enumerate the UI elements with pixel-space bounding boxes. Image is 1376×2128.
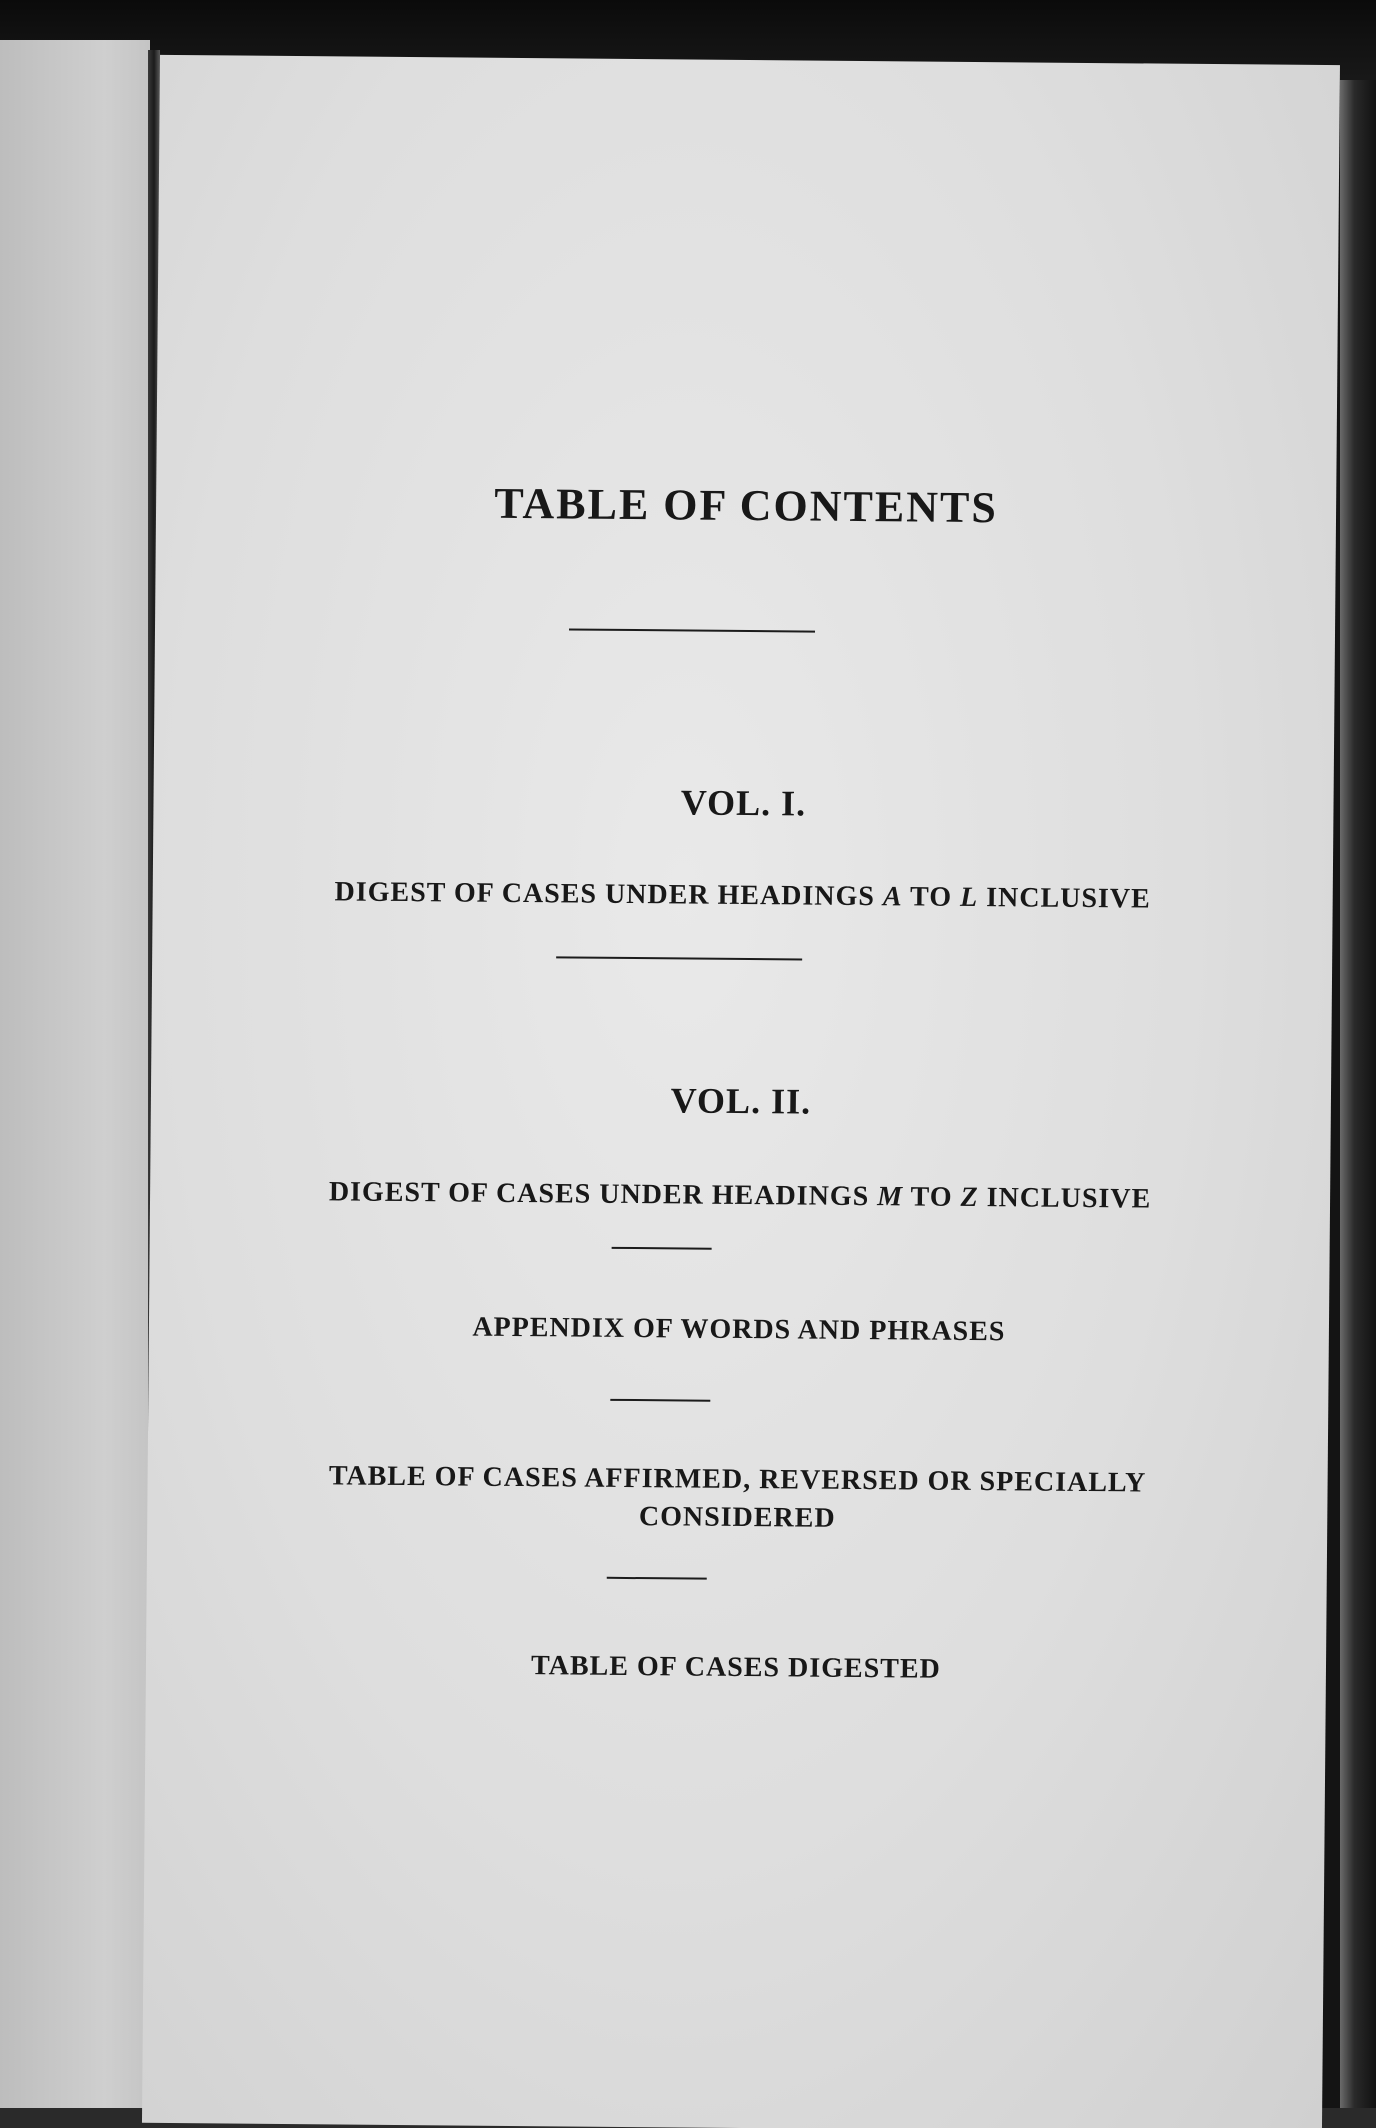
volume-1-description (153, 873, 1333, 919)
divider-rule (607, 1577, 707, 1580)
volume-1-desc-suffix: INCLUSIVE (986, 882, 1151, 915)
book-page (142, 55, 1340, 2128)
volume-2-range-start: M (877, 1181, 904, 1213)
volume-1-desc-prefix: DIGEST OF CASES UNDER HEADINGS (334, 876, 876, 913)
table-affirmed-entry-line2: CONSIDERED (638, 1501, 836, 1534)
table-affirmed-entry-line1: TABLE OF CASES AFFIRMED, REVERSED OR SPECIALLY (328, 1460, 1147, 1499)
facing-page-edge (0, 40, 150, 2128)
appendix-entry: APPENDIX OF WORDS AND PHRASES (472, 1311, 1006, 1348)
page-title: TABLE OF CONTENTS (494, 478, 999, 533)
divider-rule (610, 1399, 710, 1402)
table-digested-entry: TABLE OF CASES DIGESTED (531, 1650, 941, 1685)
divider-rule (556, 956, 802, 960)
volume-2-desc-prefix: DIGEST OF CASES UNDER HEADINGS (328, 1176, 870, 1213)
volume-2-range-end: Z (960, 1181, 979, 1214)
divider-rule (569, 628, 815, 632)
divider-rule (612, 1247, 712, 1250)
volume-2-desc-suffix: INCLUSIVE (986, 1182, 1152, 1215)
page-edge-right (1340, 80, 1376, 2128)
volume-1-range-end: L (959, 881, 979, 914)
volume-2-heading: VOL. II. (670, 1080, 812, 1122)
volume-1-range-start: A (882, 881, 903, 913)
volume-2-range-to: TO (910, 1181, 953, 1213)
volume-1-range-to: TO (909, 881, 953, 913)
volume-1-heading: VOL. I. (680, 782, 807, 824)
volume-2-description (150, 1173, 1330, 1219)
